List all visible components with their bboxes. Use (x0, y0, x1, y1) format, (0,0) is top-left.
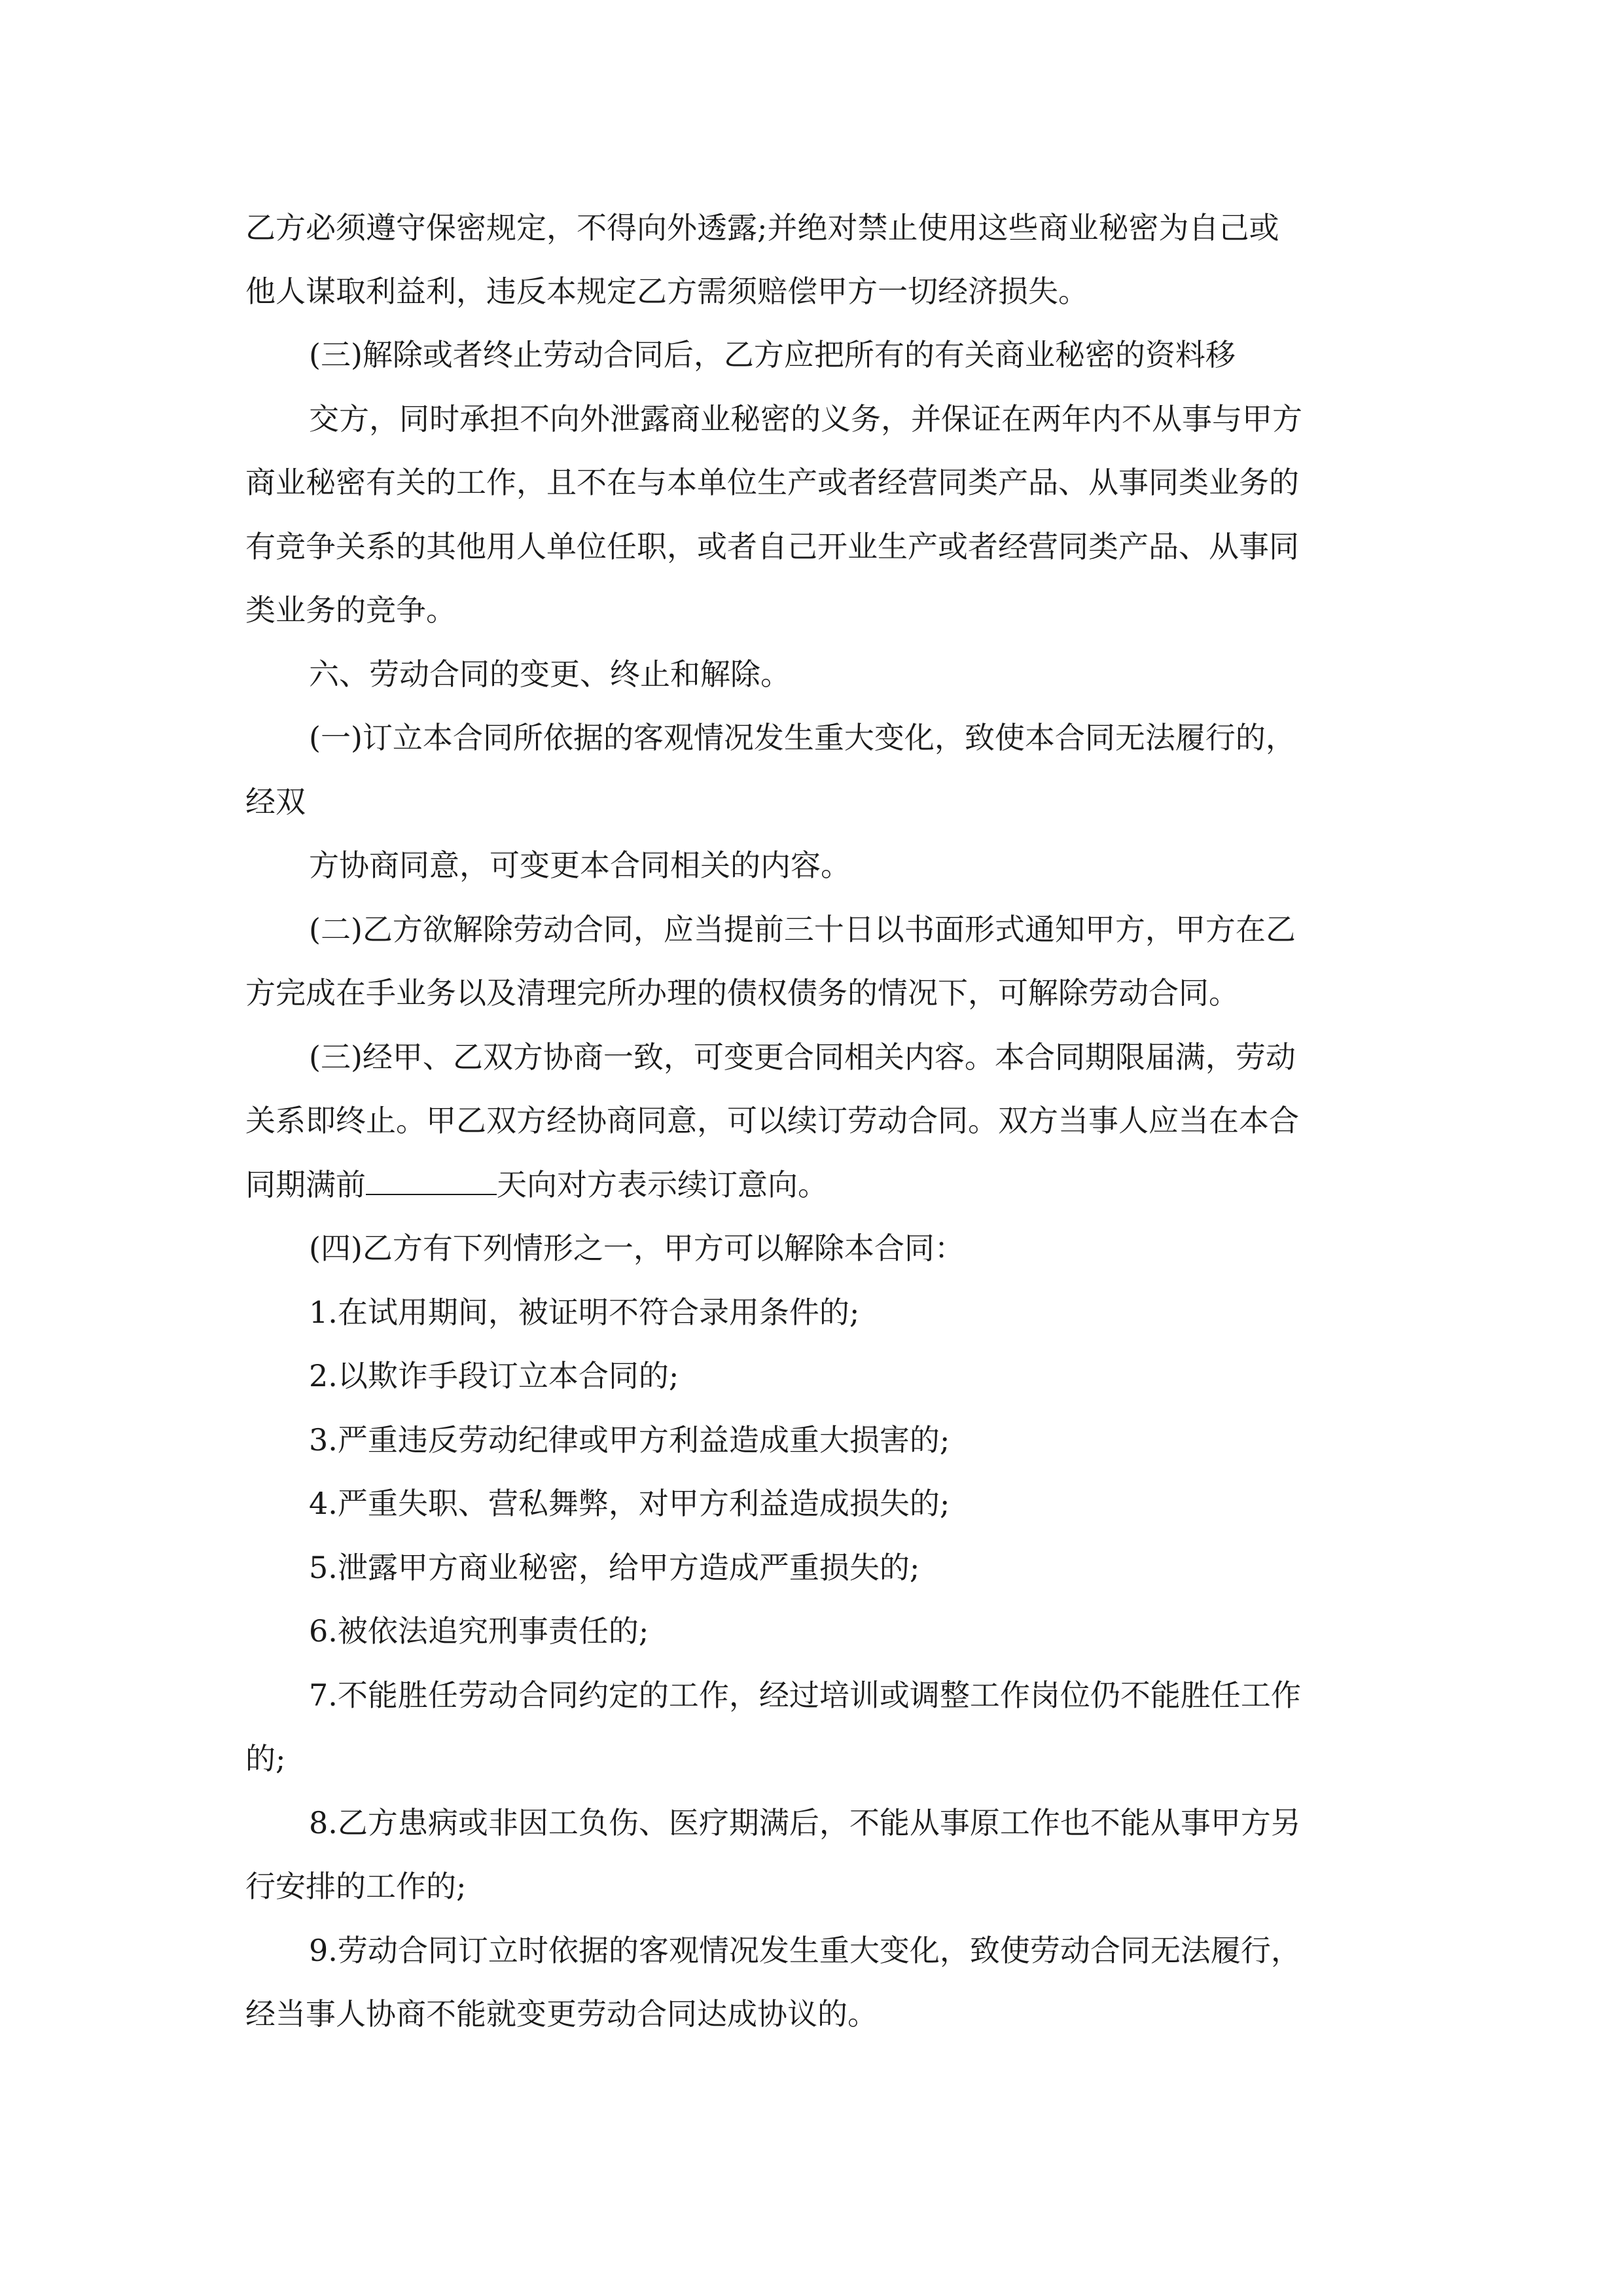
fill-in-blank (366, 1168, 497, 1195)
text-line: (三)经甲、乙双方协商一致，可变更合同相关内容。本合同期限届满，劳动 (309, 1039, 1296, 1075)
list-item: 3.严重违反劳动纪律或甲方利益造成重大损害的; (309, 1422, 950, 1458)
text-line: 乙方必须遵守保密规定，不得向外透露;并绝对禁止使用这些商业秘密为自己或 (245, 210, 1279, 245)
text-line: 方完成在手业务以及清理完所办理的债权债务的情况下，可解除劳动合同。 (245, 975, 1239, 1011)
list-item: 5.泄露甲方商业秘密，给甲方造成严重损失的; (309, 1550, 920, 1585)
text-segment: 同期满前 (245, 1167, 366, 1202)
text-line (245, 1165, 828, 1204)
text-line: 他人谋取利益利，违反本规定乙方需须赔偿甲方一切经济损失。 (245, 274, 1088, 309)
text-line: 关系即终止。甲乙双方经协商同意，可以续订劳动合同。双方当事人应当在本合 (245, 1103, 1299, 1138)
text-line: (四)乙方有下列情形之一，甲方可以解除本合同： (309, 1230, 965, 1266)
text-line: 交方，同时承担不向外泄露商业秘密的义务，并保证在两年内不从事与甲方 (309, 401, 1302, 437)
text-segment: 天向对方表示续订意向。 (497, 1167, 828, 1202)
text-line: 行安排的工作的; (245, 1869, 467, 1904)
text-line: 方协商同意，可变更本合同相关的内容。 (309, 848, 851, 883)
text-line: 经当事人协商不能就变更劳动合同达成协议的。 (245, 1996, 878, 2032)
text-line: 商业秘密有关的工作，且不在与本单位生产或者经营同类产品、从事同类业务的 (245, 465, 1299, 500)
list-item: 7.不能胜任劳动合同约定的工作，经过培训或调整工作岗位仍不能胜任工作 (309, 1677, 1301, 1713)
list-item: 2.以欺诈手段订立本合同的; (309, 1358, 679, 1393)
list-item: 4.严重失职、营私舞弊，对甲方利益造成损失的; (309, 1486, 950, 1521)
text-line: 有竞争关系的其他用人单位任职，或者自己开业生产或者经营同类产品、从事同 (245, 529, 1299, 564)
text-line: 类业务的竞争。 (245, 592, 456, 628)
text-line: (三)解除或者终止劳动合同后，乙方应把所有的有关商业秘密的资料移 (309, 337, 1236, 372)
list-item: 9.劳动合同订立时依据的客观情况发生重大变化，致使劳动合同无法履行， (309, 1933, 1301, 1968)
text-line: (一)订立本合同所依据的客观情况发生重大变化，致使本合同无法履行的， (309, 720, 1296, 755)
list-item: 6.被依法追究刑事责任的; (309, 1613, 649, 1649)
text-line: 的; (245, 1741, 286, 1776)
list-item: 8.乙方患病或非因工负伤、医疗期满后，不能从事原工作也不能从事甲方另 (309, 1805, 1301, 1840)
text-line: 经双 (245, 784, 306, 819)
text-line: (二)乙方欲解除劳动合同，应当提前三十日以书面形式通知甲方，甲方在乙 (309, 912, 1296, 947)
section-heading: 六、劳动合同的变更、终止和解除。 (309, 656, 791, 692)
list-item: 1.在试用期间，被证明不符合录用条件的; (309, 1295, 860, 1330)
